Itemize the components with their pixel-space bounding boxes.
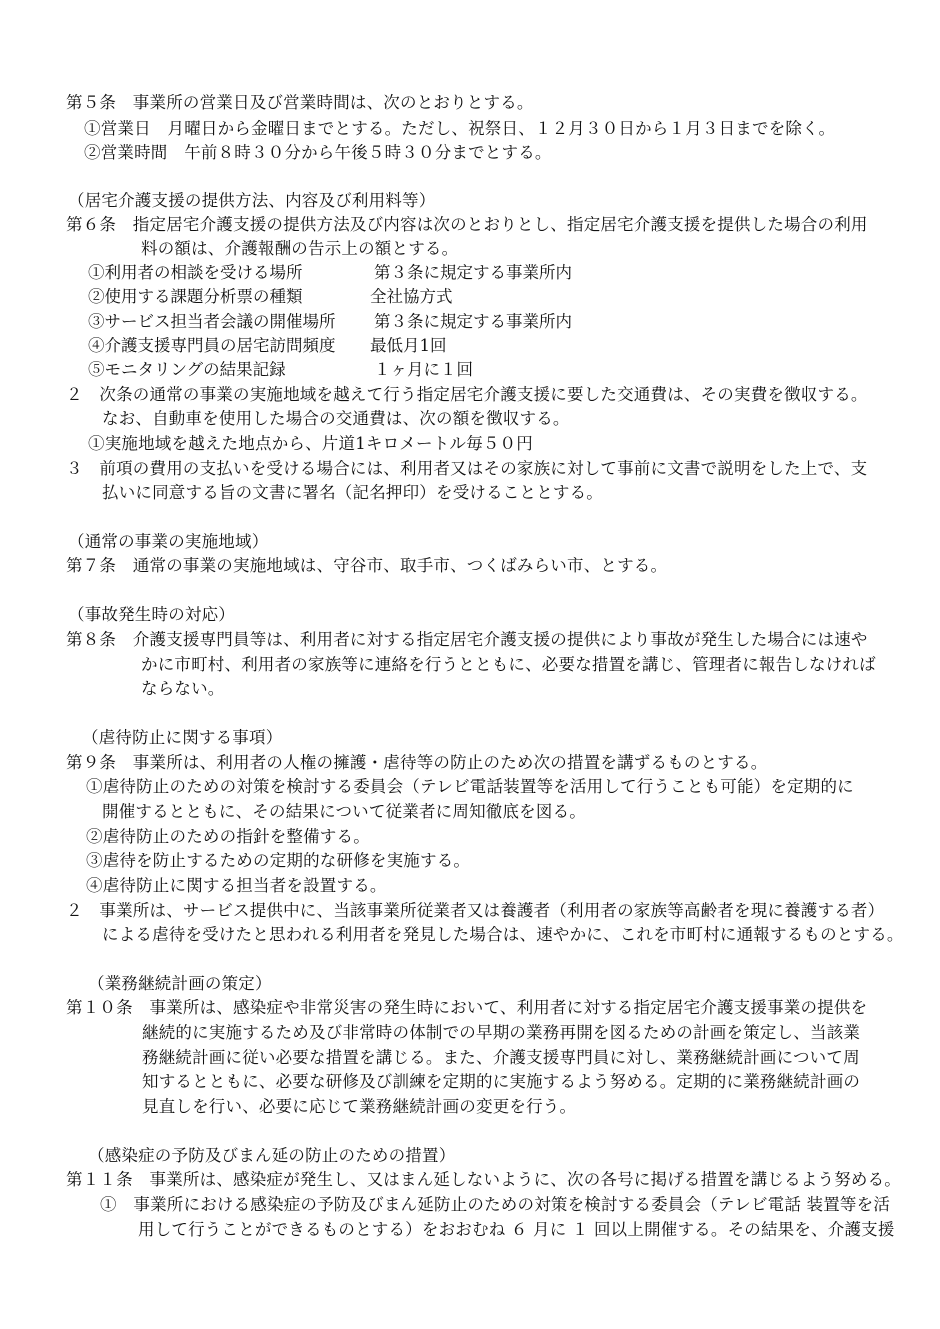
article-6-para-2-line-2: なお、自動車を使用した場合の交通費は、次の額を徴収する。 xyxy=(102,409,570,428)
article-10-line-2: 継続的に実施するため及び非常時の体制での早期の業務再開を図るための計画を策定し、当該業 xyxy=(142,1023,861,1042)
article-6-row-1-value: 第３条に規定する事業所内 xyxy=(374,263,572,282)
article-6-row-3-value: 第３条に規定する事業所内 xyxy=(374,312,572,331)
article-6-heading-line-2: 料の額は、介護報酬の告示上の額とする。 xyxy=(141,239,459,258)
article-7-heading: 第７条 通常の事業の実施地域は、守谷市、取手市、つくばみらい市、とする。 xyxy=(66,556,668,575)
article-10-line-1: 第１０条 事業所は、感染症や非常災害の発生時において、利用者に対する指定居宅介護支援事業の提供を xyxy=(66,998,868,1017)
article-7-title: （通常の事業の実施地域） xyxy=(68,532,269,551)
article-9-heading: 第９条 事業所は、利用者の人権の擁護・虐待等の防止のため次の措置を講ずるものとする。 xyxy=(66,753,768,772)
article-9-item-1-line-2: 開催するとともに、その結果について従業者に周知徹底を図る。 xyxy=(102,802,586,821)
article-10-line-4: 知するとともに、必要な研修及び訓練を定期的に実施するよう努める。定期的に業務継続計画の xyxy=(142,1072,861,1091)
article-6-row-1-label: ①利用者の相談を受ける場所 xyxy=(88,263,303,282)
article-9-item-3: ③虐待を防止するための定期的な研修を実施する。 xyxy=(86,851,471,870)
article-5-item-1: ①営業日 月曜日から金曜日までとする。ただし、祝祭日、１２月３０日から１月３日までを除く。 xyxy=(84,119,836,138)
article-6-row-5-label: ⑤モニタリングの結果記録 xyxy=(88,360,286,379)
article-5-heading: 第５条 事業所の営業日及び営業時間は、次のとおりとする。 xyxy=(66,93,534,112)
article-6-para-3-line-1: ３ 前項の費用の支払いを受ける場合には、利用者又はその家族に対して事前に文書で説明をした上で、支 xyxy=(66,459,868,478)
article-6-para-2-item-1: ①実施地域を越えた地点から、片道1キロメートル毎５０円 xyxy=(88,434,533,453)
article-11-item-1-line-2: 用して行うことができるものとする）をおおむね ６ 月に １ 回以上開催する。その結果を、介護支援 xyxy=(138,1220,895,1239)
article-10-line-5: 見直しを行い、必要に応じて業務継続計画の変更を行う。 xyxy=(142,1097,577,1116)
article-11-title: （感染症の予防及びまん延の防止のための措置） xyxy=(88,1146,456,1165)
article-11-heading: 第１１条 事業所は、感染症が発生し、又はまん延しないように、次の各号に掲げる措置を講じるよう努める。 xyxy=(66,1170,901,1189)
article-9-title: （虐待防止に関する事項） xyxy=(82,728,283,747)
article-6-para-2-line-1: ２ 次条の通常の事業の実施地域を越えて行う指定居宅介護支援に要した交通費は、その実費を徴収する。 xyxy=(66,385,868,404)
article-6-row-2-value: 全社協方式 xyxy=(370,287,453,306)
article-6-para-3-line-2: 払いに同意する旨の文書に署名（記名押印）を受けることとする。 xyxy=(102,483,603,502)
article-9-item-2: ②虐待防止のための指針を整備する。 xyxy=(86,827,370,846)
article-6-row-2-label: ②使用する課題分析票の種類 xyxy=(88,287,303,306)
article-6-heading-line-1: 第６条 指定居宅介護支援の提供方法及び内容は次のとおりとし、指定居宅介護支援を提供した場合の利用 xyxy=(66,215,868,234)
article-11-item-1-line-1: ① 事業所における感染症の予防及びまん延防止のための対策を検討する委員会（テレビ電話 装置等を活 xyxy=(100,1195,891,1214)
article-6-row-5-value: １ヶ月に１回 xyxy=(374,360,473,379)
article-5-item-2: ②営業時間 午前８時３０分から午後５時３０分までとする。 xyxy=(84,143,552,162)
article-8-line-2: かに市町村、利用者の家族等に連絡を行うとともに、必要な措置を講じ、管理者に報告しなければ xyxy=(141,655,876,674)
article-9-item-4: ④虐待防止に関する担当者を設置する。 xyxy=(86,876,387,895)
article-8-line-3: ならない。 xyxy=(141,679,225,698)
article-6-row-3-label: ③サービス担当者会議の開催場所 xyxy=(88,312,336,331)
article-10-line-3: 務継続計画に従い必要な措置を講じる。また、介護支援専門員に対し、業務継続計画について周 xyxy=(142,1048,860,1067)
article-6-row-4-label: ④介護支援専門員の居宅訪問頻度 xyxy=(88,336,336,355)
article-9-item-1-line-1: ①虐待防止のための対策を検討する委員会（テレビ電話装置等を活用して行うことも可能）を定期的に xyxy=(86,777,854,796)
article-8-title: （事故発生時の対応） xyxy=(68,605,235,624)
article-10-title: （業務継続計画の策定） xyxy=(88,974,272,993)
article-6-title: （居宅介護支援の提供方法、内容及び利用料等） xyxy=(68,191,436,210)
article-6-row-4-value: 最低月1回 xyxy=(370,336,447,355)
article-8-line-1: 第８条 介護支援専門員等は、利用者に対する指定居宅介護支援の提供により事故が発生した場合には速や xyxy=(66,630,868,649)
article-9-para-2-line-2: による虐待を受けたと思われる利用者を発見した場合は、速やかに、これを市町村に通報するものとする。 xyxy=(102,925,904,944)
article-9-para-2-line-1: ２ 事業所は、サービス提供中に、当該事業所従業者又は養護者（利用者の家族等高齢者を現に養護する者） xyxy=(66,901,885,920)
